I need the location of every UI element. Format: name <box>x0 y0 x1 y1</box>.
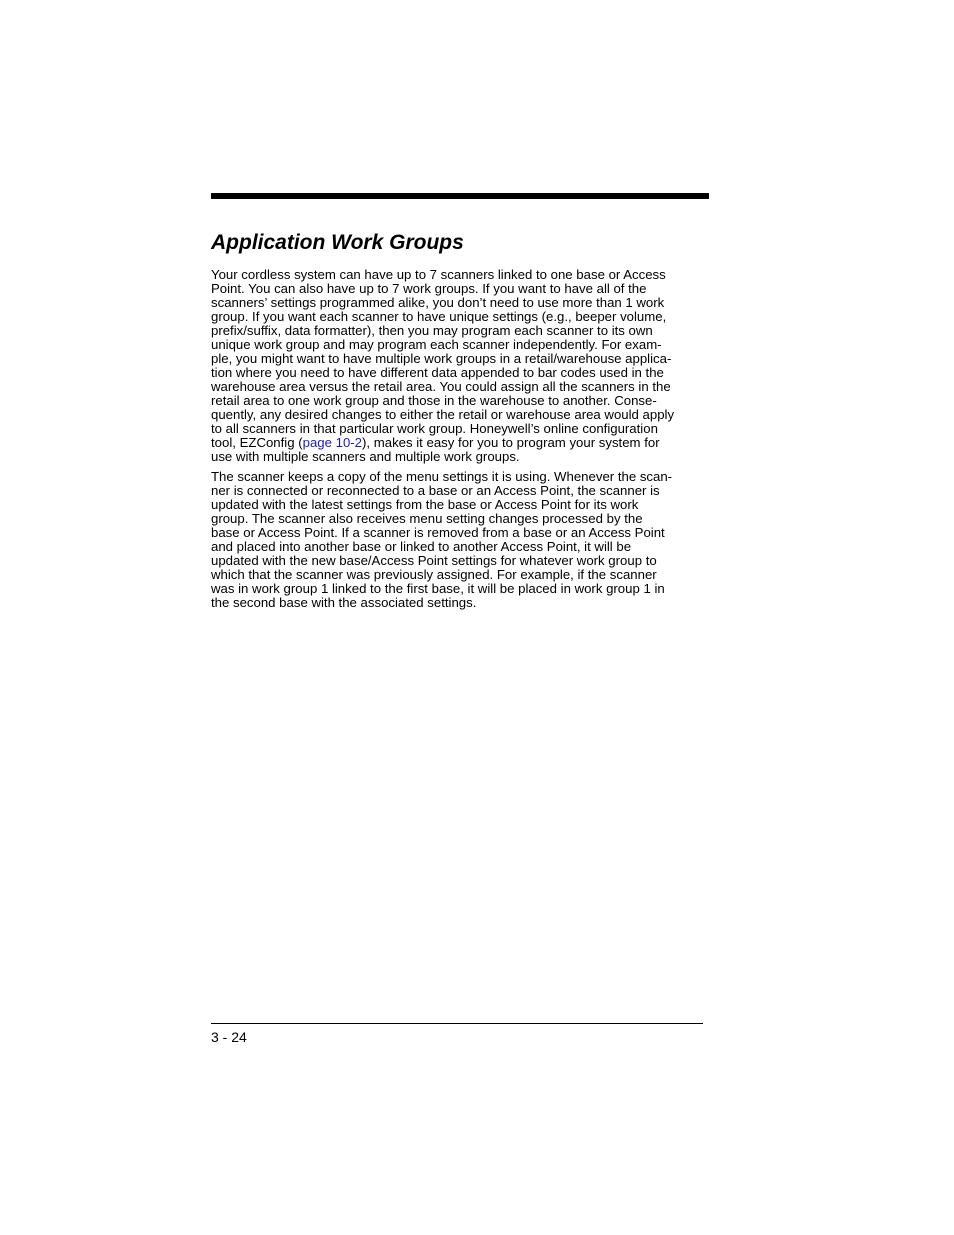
text-line-with-link <box>211 436 705 450</box>
link-line-before: tool, EZConfig ( <box>211 435 303 450</box>
text-line: quently, any desired changes to either the retail or warehouse area would apply <box>211 407 675 422</box>
text-line: scanners’ settings programmed alike, you don’t need to use more than 1 work <box>211 295 665 310</box>
page-reference-link[interactable]: page 10-2 <box>302 435 363 450</box>
text-line: Point. You can also have up to 7 work groups. If you want to have all of the <box>211 281 647 296</box>
text-line: the second base with the associated settings. <box>211 595 477 610</box>
text-line: The scanner keeps a copy of the menu settings it is using. Whenever the scan- <box>211 469 673 484</box>
body-text <box>211 268 705 616</box>
link-line-after: ), makes it easy for you to program your system for <box>362 435 660 450</box>
text-line: base or Access Point. If a scanner is removed from a base or an Access Point <box>211 525 665 540</box>
text-line: group. The scanner also receives menu setting changes processed by the <box>211 511 643 526</box>
text-line: which that the scanner was previously assigned. For example, if the scanner <box>211 567 657 582</box>
text-line: prefix/suffix, data formatter), then you may program each scanner to its own <box>211 323 653 338</box>
text-line: tion where you need to have different data appended to bar codes used in the <box>211 365 664 380</box>
page-number: 3 - 24 <box>211 1029 247 1045</box>
top-rule <box>211 193 709 199</box>
text-line: use with multiple scanners and multiple work groups. <box>211 449 520 464</box>
paragraph-menu-settings <box>211 470 705 610</box>
text-line: updated with the new base/Access Point settings for whatever work group to <box>211 553 657 568</box>
text-line: updated with the latest settings from the base or Access Point for its work <box>211 497 639 512</box>
text-line: ner is connected or reconnected to a base or an Access Point, the scanner is <box>211 483 660 498</box>
page-title: Application Work Groups <box>211 231 464 254</box>
text-line: was in work group 1 linked to the first base, it will be placed in work group 1 in <box>211 581 665 596</box>
text-line: to all scanners in that particular work group. Honeywell’s online configuration <box>211 421 658 436</box>
text-line: retail area to one work group and those in the warehouse to another. Conse- <box>211 393 657 408</box>
text-line: Your cordless system can have up to 7 scanners linked to one base or Access <box>211 267 666 282</box>
text-line: ple, you might want to have multiple work groups in a retail/warehouse applica- <box>211 351 672 366</box>
text-line: unique work group and may program each scanner independently. For exam- <box>211 337 662 352</box>
footer-rule <box>211 1023 703 1024</box>
text-line: group. If you want each scanner to have unique settings (e.g., beeper volume, <box>211 309 667 324</box>
paragraph-work-groups <box>211 268 705 464</box>
text-line: warehouse area versus the retail area. You could assign all the scanners in the <box>211 379 671 394</box>
text-line: and placed into another base or linked to another Access Point, it will be <box>211 539 632 554</box>
